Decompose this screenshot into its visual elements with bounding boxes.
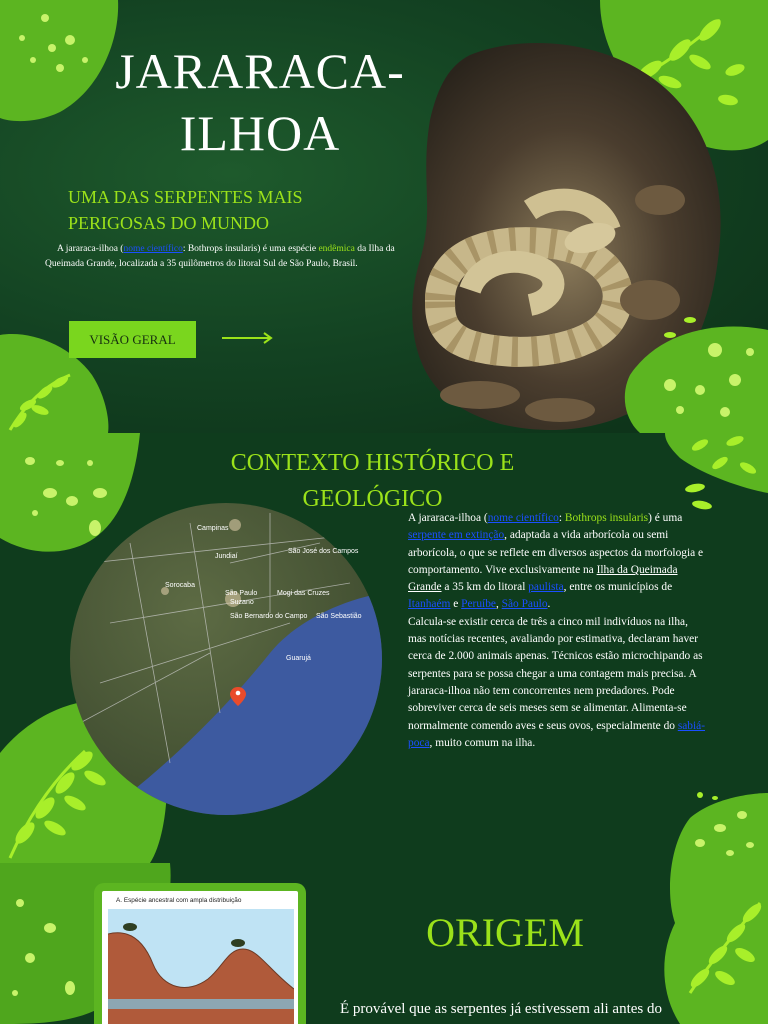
map-label-sbc: São Bernardo do Campo: [230, 613, 308, 620]
sao-paulo-link[interactable]: São Paulo: [501, 598, 548, 611]
origin-diagram: [94, 883, 306, 1024]
diagram-caption: A. Espécie ancestral com ampla distribuição: [116, 897, 242, 904]
paulista-link[interactable]: paulista: [528, 581, 564, 594]
island-link[interactable]: Ilha da Queimada Grande: [408, 563, 678, 594]
origin-heading: ORIGEM: [426, 910, 584, 955]
context-paragraph-2: [400, 614, 705, 752]
scientific-name-link[interactable]: nome científico: [123, 244, 183, 254]
sabia-poca-link[interactable]: sabiá-poca: [408, 719, 706, 749]
title-line-1: JARARACA-: [115, 43, 405, 99]
context-paragraph-1: [400, 510, 705, 614]
extinction-link[interactable]: serpente em extinção: [408, 529, 505, 542]
text: Calcula-se existir cerca de três a cinco mil indivíduos na ilha, mas notícias recentes, avaliando por estimativa, declaram haver cerca de 2.000 animais apenas. Técnicos estão microchipando as serpentes para se possa chegar a uma contagem mais precisa. A jararaca-ilhoa não tem concorrentes nem predadores. Pode sobreviver cerca de seis meses sem se alimentar. Alimenta-se normalmente comendo aves e seus ovos, especialmente do: [408, 615, 703, 732]
map-label-saopaulo: São Paulo: [225, 590, 258, 597]
intro-text: : Bothrops insularis) é uma espécie: [182, 244, 319, 254]
origin-text: É provável que as serpentes já estivessem ali antes do: [340, 1001, 662, 1017]
map-label-suzano: Suzano: [230, 599, 254, 606]
page-title: [105, 40, 415, 164]
text: , entre os municípios de: [563, 581, 673, 594]
scientific-name-link[interactable]: nome científico: [487, 512, 559, 524]
hero-section: [0, 0, 768, 433]
subtitle: UMA DAS SERPENTES MAIS PERIGOSAS DO MUNDO: [68, 187, 303, 233]
peruibe-link[interactable]: Peruíbe: [461, 598, 496, 611]
text: a 35 km do litoral: [441, 581, 529, 594]
map-label-mogi: Mogi das Cruzes: [277, 590, 330, 597]
context-heading: CONTEXTO HISTÓRICO E GEOLÓGICO: [230, 450, 515, 512]
map-label-jundiai: Jundiaí: [215, 553, 238, 560]
map-label-sorocaba: Sorocaba: [165, 582, 195, 589]
text: ,: [495, 598, 502, 611]
map-label-guaruja: Guarujá: [286, 655, 311, 662]
overview-button[interactable]: VISÃO GERAL: [69, 321, 196, 358]
text: :: [558, 512, 565, 524]
text: e: [450, 598, 462, 611]
leaf-decoration-icon: [0, 0, 118, 121]
diagram-illustration: [108, 909, 294, 1024]
species-name: Bothrops insularis: [564, 512, 649, 524]
text: .: [547, 598, 551, 611]
context-body: [400, 510, 705, 752]
intro-text: da Ilha da Queimada Grande, localizada a 35 quilômetros do litoral Sul de São Paulo, Brasil.: [45, 244, 395, 269]
map-label-sjc: São José dos Campos: [288, 548, 359, 555]
location-map: [70, 503, 382, 815]
intro-paragraph: [45, 242, 395, 272]
text: , adaptada a vida arborícola ou semi arborícola, o que se reflete em diversos aspectos da morfologia e comportamento. Vive exclusivamente na: [408, 529, 704, 576]
intro-text: A jararaca-ilhoa (: [57, 244, 124, 254]
text: A jararaca-ilhoa (: [408, 512, 488, 524]
map-label-campinas: Campinas: [197, 525, 229, 532]
map-label-sebastiao: São Sebastião: [316, 613, 362, 620]
itanhaem-link[interactable]: Itanhaém: [408, 598, 451, 611]
endemic-highlight: endêmica: [318, 244, 355, 254]
text: , muito comum na ilha.: [429, 736, 536, 749]
right-arrow-icon[interactable]: [222, 330, 274, 346]
title-line-2: ILHOA: [179, 105, 341, 161]
text: ) é uma: [648, 512, 683, 524]
context-section: [0, 433, 768, 1024]
